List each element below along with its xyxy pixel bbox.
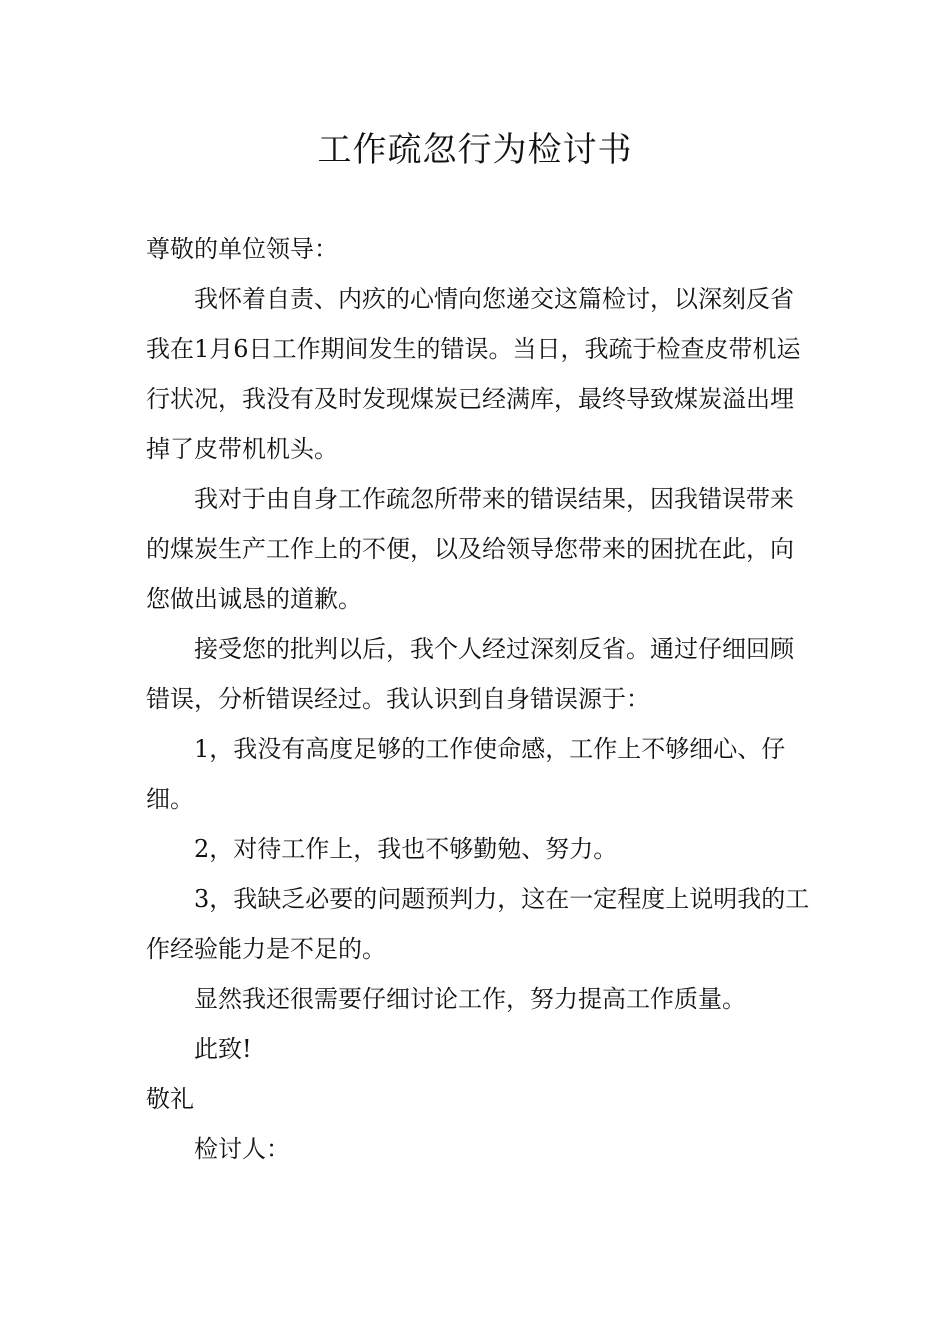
paragraph-7: 显然我还很需要仔细讨论工作，努力提高工作质量。 xyxy=(194,985,746,1013)
document-title: 工作疏忽行为检讨书 xyxy=(317,130,633,170)
paragraph-1: 我怀着自责、内疚的心情向您递交这篇检讨，以深刻反省我在1月6日工作期间发生的错误。当日，我疏于检查皮带机运行状况，我没有及时发现煤炭已经满库，最终导致煤炭溢出埋掉了皮带机机头。 xyxy=(146,285,801,463)
paragraph-3: 接受您的批判以后，我个人经过深刻反省。通过仔细回顾错误，分析错误经过。我认识到自身错误源于： xyxy=(146,635,794,713)
signature-label: 检讨人： xyxy=(194,1135,290,1163)
document-body xyxy=(146,224,810,1174)
paragraph-6: 3，我缺乏必要的问题预判力，这在一定程度上说明我的工作经验能力是不足的。 xyxy=(146,885,810,963)
closing: 此致! xyxy=(194,1035,252,1063)
paragraph-2: 我对于由自身工作疏忽所带来的错误结果，因我错误带来的煤炭生产工作上的不便，以及给领导您带来的困扰在此，向您做出诚恳的道歉。 xyxy=(146,485,794,613)
paragraph-5: 2，对待工作上，我也不够勤勉、努力。 xyxy=(194,835,618,863)
regards: 敬礼 xyxy=(146,1085,194,1113)
salutation: 尊敬的单位领导： xyxy=(146,235,338,263)
paragraph-4: 1，我没有高度足够的工作使命感，工作上不够细心、仔细。 xyxy=(146,735,786,813)
